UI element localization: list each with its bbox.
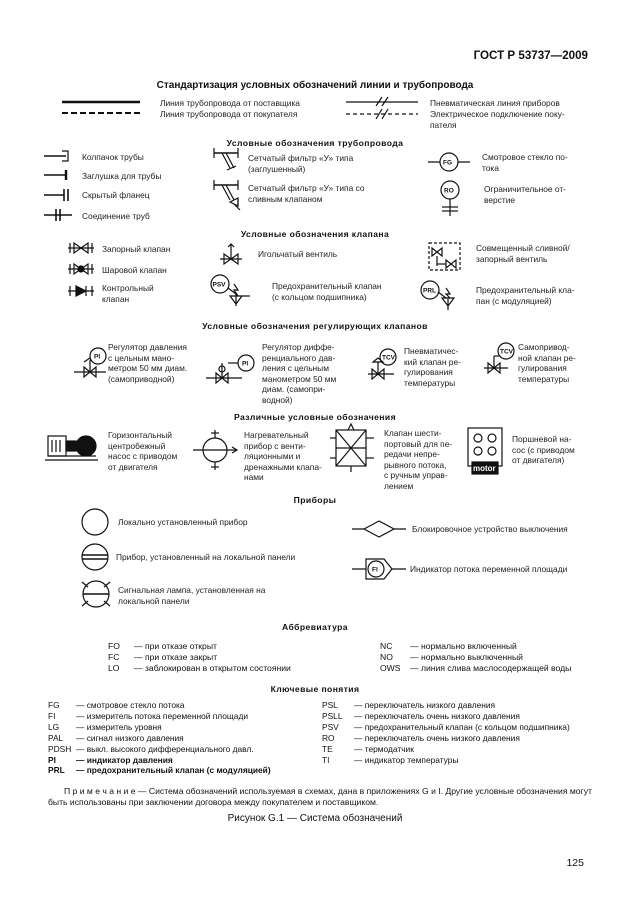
term-row: PSL — переключатель низкого давления bbox=[322, 700, 496, 710]
electric-line-label: Электрическое подключение поку- пателя bbox=[430, 109, 565, 130]
blind-flange-label: Скрытый фланец bbox=[82, 190, 150, 200]
self-temp-valve-label: Самопривод- ной клапан ре- гулирования температуры bbox=[518, 342, 576, 384]
svg-text:PI: PI bbox=[94, 353, 101, 361]
local-instrument-icon bbox=[80, 507, 110, 537]
combined-valve-label: Совмещенный сливной/ запорный вентиль bbox=[476, 243, 570, 264]
pipe-plug-icon bbox=[44, 169, 74, 181]
check-valve-icon bbox=[68, 284, 96, 298]
ball-valve-icon bbox=[68, 262, 96, 276]
abbr-row: OWS — линия слива маслосодержащей воды bbox=[380, 663, 572, 673]
sight-glass-icon bbox=[428, 150, 472, 174]
abbr-row: NO — нормально выключенный bbox=[380, 652, 523, 662]
pipe-union-label: Соединение труб bbox=[82, 211, 150, 221]
pipeline-heading: Условные обозначения трубопровода bbox=[226, 138, 404, 148]
needle-valve-label: Игольчатый вентиль bbox=[258, 249, 338, 259]
term-row: FG — смотровое стекло потока bbox=[48, 700, 185, 710]
term-row: FI — измеритель потока переменной площади bbox=[48, 710, 249, 721]
svg-text:TCV: TCV bbox=[382, 354, 395, 362]
term-row: PSV — предохранительный клапан (с кольцом подшипника) bbox=[322, 721, 570, 732]
pneumatic-temp-valve-label: Пневматичес- кий клапан ре- гулирования температуры bbox=[404, 346, 461, 388]
heater-label: Нагревательный прибор с венти- ляционными и дренажными клапа- нами bbox=[244, 430, 322, 483]
abbreviations-heading: Аббревиатура bbox=[281, 622, 348, 632]
svg-text:FI: FI bbox=[372, 566, 378, 574]
abbr-row: LO — заблокирован в открытом состоянии bbox=[108, 663, 291, 673]
combined-valve-icon bbox=[428, 242, 462, 272]
pneumatic-line-icon bbox=[346, 97, 420, 125]
heater-icon bbox=[192, 430, 238, 470]
term-row: PSLL — переключатель очень низкого давления bbox=[322, 710, 520, 721]
instruments-heading: Приборы bbox=[293, 495, 337, 505]
key-terms-heading: Ключевые понятия bbox=[270, 684, 360, 694]
six-way-valve-label: Клапан шести- портовый для пе- редачи непре- рывного потока, с ручным управ- лением bbox=[384, 428, 453, 491]
psv-label: Предохранительный клапан (с кольцом подшипника) bbox=[272, 281, 382, 302]
diff-regulator-label: Регулятор диффе- ренциального дав- ления с цельным манометром 50 мм диам. (самопри- водной) bbox=[262, 342, 337, 405]
pressure-regulator-icon bbox=[74, 346, 108, 380]
pipe-plug-label: Заглушка для трубы bbox=[82, 171, 162, 181]
y-filter-drain-icon bbox=[214, 180, 244, 212]
valves-heading: Условные обозначения клапана bbox=[240, 229, 390, 239]
pipe-cap-label: Колпачок трубы bbox=[82, 152, 144, 162]
term-row: PRL — предохранительный клапан (с модуляцией) bbox=[48, 765, 271, 776]
piston-pump-label: Поршневой на- сос (с приводом от двигателя) bbox=[512, 434, 575, 466]
key-terms-left-list bbox=[48, 700, 271, 776]
check-valve-label: Контрольный клапан bbox=[102, 283, 154, 304]
buyer-line-label: Линия трубопровода от покупателя bbox=[160, 109, 298, 119]
term-row: PDSH — выкл. высокого дифференциального давл. bbox=[48, 743, 254, 754]
abbr-row: NC — нормально включенный bbox=[380, 641, 517, 651]
gate-valve-icon bbox=[68, 241, 96, 255]
pipe-cap-icon bbox=[44, 150, 74, 162]
gate-valve-label: Запорный клапан bbox=[102, 244, 171, 254]
sight-glass-label: Смотровое стекло по- тока bbox=[482, 152, 568, 173]
restriction-orifice-label: Ограничительное от- верстие bbox=[484, 184, 566, 205]
flow-indicator-icon bbox=[352, 556, 408, 582]
svg-text:PI: PI bbox=[242, 360, 249, 368]
panel-instrument-label: Прибор, установленный на локальной панели bbox=[116, 552, 296, 562]
abbr-right-list bbox=[380, 641, 571, 674]
term-row: PAL — сигнал низкого давления bbox=[48, 732, 184, 743]
term-row: TE — термодатчик bbox=[322, 743, 414, 754]
y-filter-icon bbox=[214, 148, 240, 174]
key-terms-right-list bbox=[322, 700, 570, 765]
centrifugal-pump-icon bbox=[44, 430, 100, 464]
term-row: TI — индикатор температуры bbox=[322, 754, 459, 765]
supplier-line-icon bbox=[62, 97, 142, 121]
pneumatic-line-label: Пневматическая линия приборов bbox=[430, 98, 560, 108]
page-number: 125 bbox=[566, 857, 584, 869]
flow-indicator-label: Индикатор потока переменной площади bbox=[410, 564, 568, 574]
signal-lamp-icon bbox=[80, 578, 112, 610]
ball-valve-label: Шаровой клапан bbox=[102, 265, 167, 275]
interlock-icon bbox=[352, 520, 408, 538]
svg-text:motor: motor bbox=[473, 464, 496, 473]
interlock-label: Блокировочное устройство выключения bbox=[412, 524, 568, 534]
panel-instrument-icon bbox=[80, 542, 110, 572]
note-text: П р и м е ч а н и е — Система обозначений используемая в схемах, дана в приложениях G и I. Другие условные обозначения могут быть использованы при заключении договора между покупателем и поставщиком. bbox=[48, 786, 592, 808]
svg-text:TCV: TCV bbox=[500, 348, 513, 356]
term-row: RO — переключатель очень низкого давления bbox=[322, 732, 520, 743]
standard-number: ГОСТ Р 53737—2009 bbox=[473, 49, 588, 62]
abbr-left-list bbox=[108, 641, 291, 674]
six-way-valve-icon bbox=[330, 424, 376, 472]
psv-icon bbox=[208, 274, 252, 308]
svg-text:FG: FG bbox=[443, 159, 453, 167]
centrifugal-pump-label: Горизонтальный центробежный насос с приводом от двигателя bbox=[108, 430, 178, 472]
supplier-line-label: Линия трубопровода от поставщика bbox=[160, 98, 300, 108]
svg-text:RO: RO bbox=[444, 187, 454, 195]
figure-caption: Рисунок G.1 — Система обозначений bbox=[227, 813, 403, 824]
needle-valve-icon bbox=[220, 243, 244, 267]
piston-pump-icon bbox=[462, 426, 508, 476]
blind-flange-icon bbox=[44, 188, 74, 202]
prl-label: Предохранительный кла- пан (с модуляцией) bbox=[476, 285, 575, 306]
y-filter-label: Сетчатый фильтр «У» типа (заглушенный) bbox=[248, 153, 354, 174]
y-filter-drain-label: Сетчатый фильтр «У» типа со сливным клапаном bbox=[248, 183, 365, 204]
prl-icon bbox=[420, 280, 464, 310]
diff-regulator-icon bbox=[206, 352, 256, 386]
figure-title: Стандартизация условных обозначений линии и трубопровода bbox=[156, 80, 474, 91]
svg-text:PRL: PRL bbox=[423, 287, 436, 295]
misc-heading: Различные условные обозначения bbox=[234, 412, 396, 422]
svg-text:PSV: PSV bbox=[212, 281, 226, 289]
self-temp-valve-icon bbox=[484, 342, 518, 378]
term-row: PI — индикатор давления bbox=[48, 754, 173, 765]
signal-lamp-label: Сигнальная лампа, установленная на локальной панели bbox=[118, 585, 266, 606]
abbr-row: FC — при отказе закрыт bbox=[108, 652, 218, 662]
pressure-regulator-label: Регулятор давления с цельным мано- метром 50 мм диам. (самоприводной) bbox=[108, 342, 188, 384]
pneumatic-temp-valve-icon bbox=[368, 348, 402, 384]
abbr-row: FO — при отказе открыт bbox=[108, 641, 217, 651]
regulating-heading: Условные обозначения регулирующих клапанов bbox=[202, 321, 428, 331]
local-instrument-label: Локально установленный прибор bbox=[118, 517, 248, 527]
term-row: LG — измеритель уровня bbox=[48, 721, 162, 732]
pipe-union-icon bbox=[44, 208, 74, 222]
restriction-orifice-icon bbox=[438, 180, 462, 218]
